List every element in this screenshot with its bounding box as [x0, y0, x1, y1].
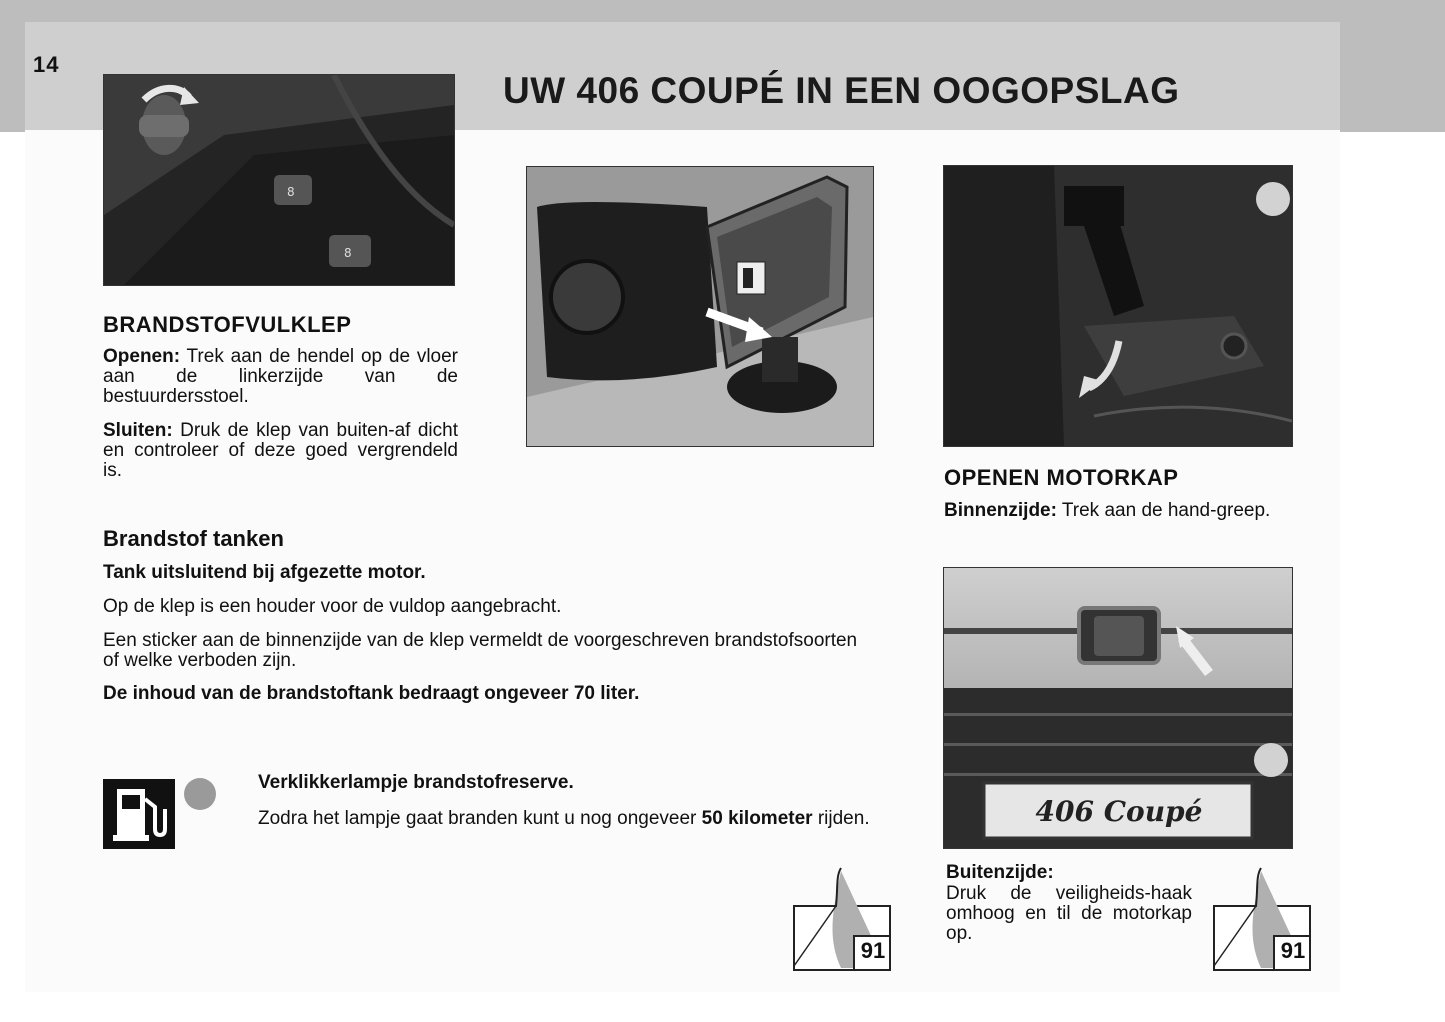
svg-text:8: 8: [344, 246, 352, 260]
close-label: Sluiten:: [103, 420, 173, 441]
bonnet-inside-instructions: [944, 501, 1292, 521]
page-reference-left[interactable]: [786, 866, 896, 976]
refuel-holder-note: Op de klep is een houder voor de vuldop aangebracht.: [103, 596, 562, 617]
page-reference-right[interactable]: [1206, 866, 1316, 976]
photo-bonnet-handle: [943, 165, 1293, 447]
reserve-lamp-indicator: [184, 778, 216, 810]
close-text: Druk de klep van buiten-af dicht en controleer of deze goed vergrendeld is.: [103, 420, 458, 481]
photo-front-grille: [943, 567, 1293, 849]
open-label: Openen:: [103, 346, 181, 367]
top-band: [0, 0, 1445, 22]
tank-capacity: De inhoud van de brandstoftank bedraagt ongeveer 70 liter.: [103, 683, 640, 704]
svg-text:8: 8: [287, 185, 295, 199]
badge-text: 406 Coupé: [1035, 795, 1203, 828]
page-title: UW 406 COUPÉ IN EEN OOGOPSLAG: [503, 70, 1180, 111]
reserve-text-after: rijden.: [817, 808, 870, 829]
fuel-flap-heading: BRANDSTOFVULKLEP: [103, 312, 352, 337]
outside-text: Druk de veiligheids-haak omhoog en til de motorkap op.: [946, 883, 1192, 944]
page-reference-number: 91: [1280, 938, 1306, 963]
fuel-pump-icon: [103, 779, 175, 849]
fuel-flap-close-instructions: [103, 421, 458, 481]
open-text: Trek aan de hendel op de vloer aan de linkerzijde van de bestuurdersstoel.: [103, 346, 458, 407]
reserve-text-before: Zodra het lampje gaat branden kunt u nog ongeveer: [258, 808, 697, 829]
refuel-heading: Brandstof tanken: [103, 526, 284, 551]
inside-label: Binnenzijde:: [944, 500, 1057, 521]
left-margin-band: [0, 22, 25, 132]
section-marker-dot: [1256, 182, 1290, 216]
reserve-distance: 50 kilometer: [701, 808, 813, 829]
inside-text: Trek aan de hand-greep.: [1061, 500, 1271, 521]
refuel-sticker-note: Een sticker aan de binnenzijde van de klep vermeldt de voorgeschreven brandstofsoorten of welke verboden zijn.: [103, 630, 858, 671]
right-margin-band: [1340, 22, 1445, 132]
bonnet-heading: OPENEN MOTORKAP: [944, 465, 1179, 490]
photo-fuel-flap-lever: [103, 74, 455, 286]
page-reference-number: 91: [860, 938, 886, 963]
fuel-flap-open-instructions: [103, 347, 458, 407]
page-number: 14: [33, 52, 60, 77]
reserve-text: [258, 809, 872, 829]
section-marker-dot: [1254, 743, 1288, 777]
reserve-heading: Verklikkerlampje brandstofreserve.: [258, 772, 574, 793]
refuel-warning: Tank uitsluitend bij afgezette motor.: [103, 562, 426, 583]
outside-label: Buitenzijde:: [946, 862, 1054, 883]
photo-fuel-flap-open: [526, 166, 874, 447]
